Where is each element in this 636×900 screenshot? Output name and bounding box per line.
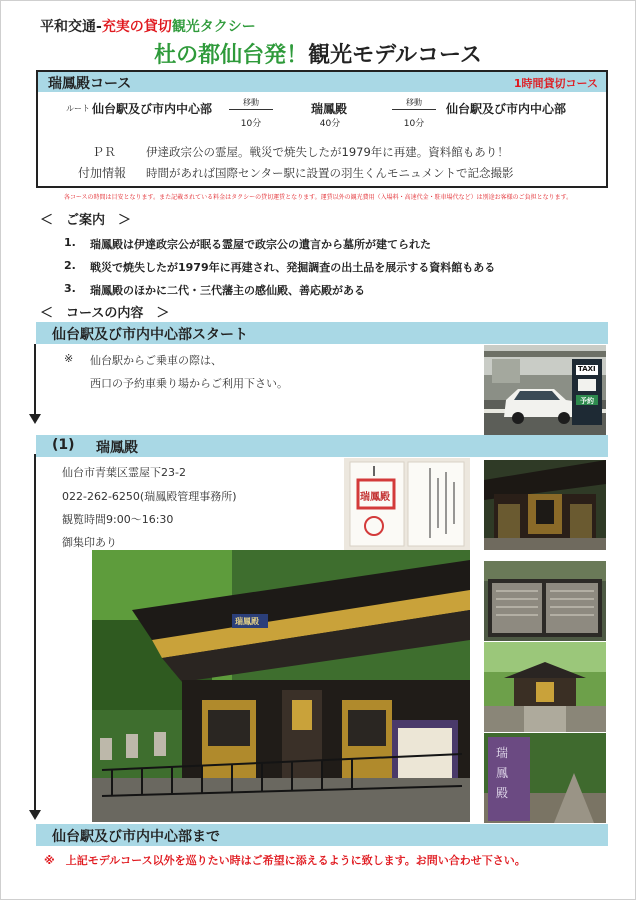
shrine-interior-photo	[484, 460, 606, 550]
company-line	[40, 16, 256, 36]
shrine-interior-illustration	[484, 460, 606, 550]
content-heading: ＜ コースの内容 ＞	[40, 306, 170, 321]
move-line-1	[229, 109, 273, 110]
taxi-stand-illustration	[484, 345, 606, 435]
goshuin-illustration	[344, 458, 470, 550]
taxi-reserve-label: 予約	[580, 397, 594, 405]
info-board-illustration	[484, 561, 606, 641]
zuihoden-main-illustration	[92, 550, 470, 822]
move-label-1: 移動	[243, 98, 259, 107]
title-black: 観光モデルコース	[308, 43, 482, 68]
route-middle-stop: 瑞鳳殿	[311, 102, 348, 116]
guide-item-num: 1.	[64, 236, 76, 249]
move-time-1: 10分	[240, 119, 262, 129]
guide-item-num: 3.	[64, 282, 76, 295]
goshuin-stamp-text: 瑞鳳殿	[360, 492, 390, 503]
start-note-line2: 西口の予約車乗り場からご利用下さい。	[90, 377, 288, 390]
pr-text: 伊達政宗公の霊屋。戦災で焼失したが1979年に再建。資料館もあり！	[146, 145, 509, 159]
slogan-green: 観光タクシー	[171, 19, 256, 35]
stop1-goshuin: 御集印あり	[62, 536, 117, 549]
footer-note: ※ 上記モデルコース以外を巡りたい時はご希望に添えるように致します。お問い合わせ下さい。	[44, 854, 526, 867]
company-name: 平和交通-	[40, 19, 102, 35]
route-end-stop: 仙台駅及び市内中心部	[446, 102, 567, 116]
shrine-plaque-text: 瑞鳳殿	[235, 617, 259, 626]
stop1-phone: 022-262-6250(瑞鳳殿管理事務所)	[62, 490, 237, 503]
move-label-2: 移動	[406, 98, 422, 107]
guide-item: 瑞鳳殿のほかに二代・三代藩主の感仙殿、善応殿がある	[90, 284, 365, 297]
disclaimer: 各コースの時間は目安となります。また記載されている料金はタクシーの貸切運賃となります。運賃以外の観光費用（入場料・高速代金・駐車場代など）は別途お客様のご負担となります。	[63, 194, 573, 201]
move-time-2: 10分	[403, 119, 425, 129]
page-title	[0, 38, 636, 69]
shrine-exterior-illustration	[484, 642, 606, 732]
start-note-mark: ※	[64, 352, 74, 365]
stay-time: 40分	[319, 119, 341, 129]
stop1-number: (1)	[52, 437, 75, 453]
taxi-sign-label: TAXI	[578, 365, 596, 373]
route-start-stop: 仙台駅及び市内中心部	[92, 102, 213, 116]
stop1-name: 瑞鳳殿	[96, 440, 138, 456]
timeline-arrow-icon	[29, 810, 41, 820]
start-note-line1: 仙台駅からご乗車の際は、	[90, 354, 222, 367]
shrine-exterior-photo	[484, 642, 606, 732]
goshuin-photo	[344, 458, 470, 550]
zuihoden-main-photo	[92, 550, 470, 822]
route-label: ルート	[66, 104, 90, 113]
stop1-address: 仙台市青葉区霊屋下23-2	[62, 466, 186, 479]
guide-heading: ＜ ご案内 ＞	[40, 213, 132, 228]
guide-item: 戦災で焼失したが1979年に再建され、発掘調査の出土品を展示する資料館もある	[90, 261, 496, 274]
taxi-stand-photo	[484, 345, 606, 435]
title-green: 杜の都仙台発！	[154, 43, 309, 68]
move-line-2	[392, 109, 436, 110]
extra-info-text: 時間があれば国際センター駅に設置の羽生くんモニュメントで記念撮影	[146, 166, 514, 180]
stop1-hours: 観覧時間9:00～16:30	[62, 513, 174, 526]
guide-item-num: 2.	[64, 259, 76, 272]
timeline-line	[34, 344, 36, 416]
pr-label: ＰＲ	[92, 145, 117, 159]
course-duration: 1時間貸切コース	[513, 77, 598, 90]
slogan-red: 充実の貸切	[101, 19, 172, 35]
signpost-text: 瑞鳳殿	[496, 746, 509, 800]
info-board-photo	[484, 561, 606, 641]
extra-info-label: 付加情報	[78, 166, 127, 180]
timeline-line	[34, 454, 36, 812]
guide-item: 瑞鳳殿は伊達政宗公が眠る霊屋で政宗公の遺言から墓所が建てられた	[90, 238, 431, 251]
course-name: 瑞鳳殿コース	[48, 76, 132, 92]
shrine-signpost-photo	[484, 733, 606, 823]
timeline-arrow-icon	[29, 414, 41, 424]
end-bar-label: 仙台駅及び市内中心部まで	[52, 829, 220, 845]
start-bar-label: 仙台駅及び市内中心部スタート	[52, 327, 248, 343]
